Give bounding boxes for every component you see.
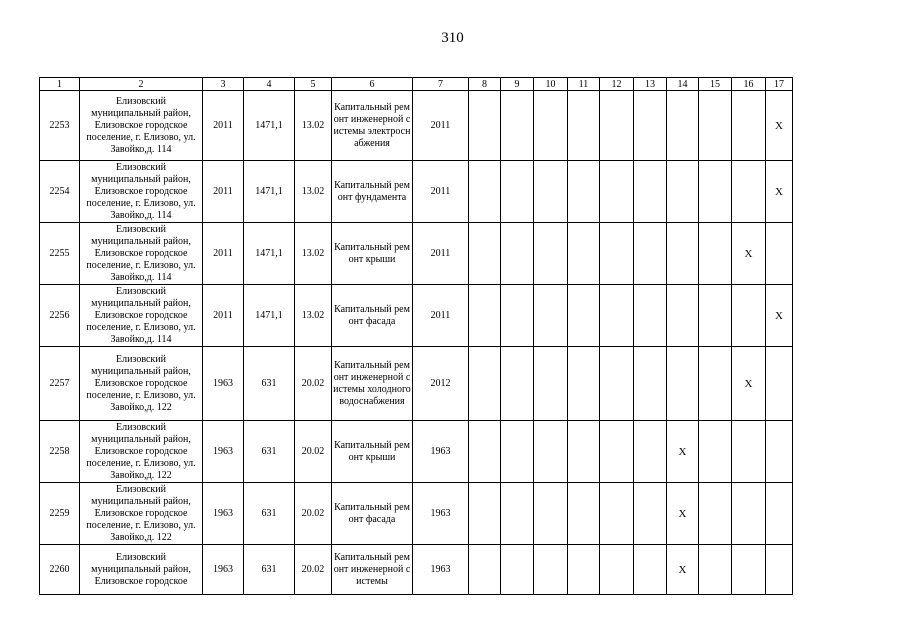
year-cell: 2011 [413, 161, 469, 223]
empty-cell [501, 347, 534, 421]
empty-cell [568, 421, 600, 483]
empty-cell [534, 545, 568, 595]
mark-cell-col17 [766, 421, 793, 483]
table-row [40, 347, 793, 421]
year-cell: 2011 [413, 285, 469, 347]
area-cell: 1471,1 [244, 91, 295, 161]
mark-cell-col16: X [732, 347, 766, 421]
row-number-cell: 2259 [40, 483, 80, 545]
year-built-cell: 2011 [203, 91, 244, 161]
empty-cell [699, 421, 732, 483]
empty-cell [600, 545, 634, 595]
empty-cell [534, 285, 568, 347]
code-cell: 13.02 [295, 91, 332, 161]
mark-cell-col16 [732, 91, 766, 161]
column-number-header: 7 [413, 78, 469, 91]
year-cell: 2011 [413, 223, 469, 285]
empty-cell [568, 545, 600, 595]
address-cell: Елизовский муниципальный район, Елизовское городское поселение, г. Елизово, ул. Завойко,д. 114 [80, 285, 203, 347]
row-number-cell: 2253 [40, 91, 80, 161]
mark-cell-col14 [667, 223, 699, 285]
mark-cell-col16 [732, 483, 766, 545]
column-number-header: 4 [244, 78, 295, 91]
empty-cell [600, 223, 634, 285]
year-built-cell: 1963 [203, 347, 244, 421]
empty-cell [534, 347, 568, 421]
empty-cell [634, 91, 667, 161]
area-cell: 1471,1 [244, 161, 295, 223]
code-cell: 20.02 [295, 545, 332, 595]
mark-cell-col17: X [766, 91, 793, 161]
year-built-cell: 1963 [203, 483, 244, 545]
area-cell: 631 [244, 545, 295, 595]
empty-cell [634, 421, 667, 483]
code-cell: 20.02 [295, 421, 332, 483]
code-cell: 13.02 [295, 285, 332, 347]
empty-cell [600, 161, 634, 223]
table-row [40, 161, 793, 223]
year-cell: 2012 [413, 347, 469, 421]
area-cell: 631 [244, 421, 295, 483]
area-cell: 1471,1 [244, 285, 295, 347]
address-cell: Елизовский муниципальный район, Елизовское городское поселение, г. Елизово, ул. Завойко,д. 114 [80, 223, 203, 285]
empty-cell [501, 421, 534, 483]
year-cell: 1963 [413, 421, 469, 483]
code-cell: 13.02 [295, 161, 332, 223]
table-row [40, 91, 793, 161]
area-cell: 631 [244, 347, 295, 421]
mark-cell-col17 [766, 545, 793, 595]
code-cell: 20.02 [295, 483, 332, 545]
mark-cell-col16: X [732, 223, 766, 285]
empty-cell [634, 545, 667, 595]
address-cell: Елизовский муниципальный район, Елизовское городское поселение, г. Елизово, ул. Завойко,д. 122 [80, 483, 203, 545]
empty-cell [534, 161, 568, 223]
empty-cell [634, 347, 667, 421]
address-cell: Елизовский муниципальный район, Елизовское городское поселение, г. Елизово, ул. Завойко,д. 122 [80, 421, 203, 483]
column-number-header: 17 [766, 78, 793, 91]
empty-cell [534, 223, 568, 285]
column-number-header: 10 [534, 78, 568, 91]
empty-cell [501, 483, 534, 545]
column-number-header: 6 [332, 78, 413, 91]
empty-cell [600, 347, 634, 421]
empty-cell [501, 223, 534, 285]
year-built-cell: 2011 [203, 223, 244, 285]
empty-cell [634, 223, 667, 285]
empty-cell [699, 223, 732, 285]
empty-cell [568, 91, 600, 161]
mark-cell-col14 [667, 347, 699, 421]
empty-cell [469, 483, 501, 545]
work-type-cell: Капитальный ремонт инженерной системы холодного водоснабжения [332, 347, 413, 421]
year-cell: 1963 [413, 545, 469, 595]
row-number-cell: 2257 [40, 347, 80, 421]
address-cell: Елизовский муниципальный район, Елизовское городское поселение, г. Елизово, ул. Завойко,д. 114 [80, 91, 203, 161]
row-number-cell: 2258 [40, 421, 80, 483]
empty-cell [600, 285, 634, 347]
mark-cell-col14 [667, 161, 699, 223]
mark-cell-col14: X [667, 483, 699, 545]
work-type-cell: Капитальный ремонт фасада [332, 285, 413, 347]
work-type-cell: Капитальный ремонт фасада [332, 483, 413, 545]
mark-cell-col16 [732, 161, 766, 223]
row-number-cell: 2254 [40, 161, 80, 223]
area-cell: 631 [244, 483, 295, 545]
empty-cell [568, 161, 600, 223]
work-type-cell: Капитальный ремонт инженерной системы [332, 545, 413, 595]
mark-cell-col17: X [766, 285, 793, 347]
mark-cell-col17 [766, 223, 793, 285]
area-cell: 1471,1 [244, 223, 295, 285]
column-number-header: 8 [469, 78, 501, 91]
empty-cell [469, 285, 501, 347]
empty-cell [501, 91, 534, 161]
empty-cell [699, 347, 732, 421]
year-built-cell: 1963 [203, 421, 244, 483]
empty-cell [501, 545, 534, 595]
empty-cell [469, 223, 501, 285]
mark-cell-col16 [732, 285, 766, 347]
row-number-cell: 2255 [40, 223, 80, 285]
address-cell: Елизовский муниципальный район, Елизовское городское [80, 545, 203, 595]
empty-cell [600, 483, 634, 545]
column-number-header: 14 [667, 78, 699, 91]
empty-cell [469, 421, 501, 483]
table-row [40, 545, 793, 595]
column-number-header: 2 [80, 78, 203, 91]
empty-cell [634, 285, 667, 347]
mark-cell-col14 [667, 285, 699, 347]
year-cell: 1963 [413, 483, 469, 545]
column-number-header: 9 [501, 78, 534, 91]
empty-cell [534, 91, 568, 161]
empty-cell [501, 161, 534, 223]
mark-cell-col16 [732, 545, 766, 595]
year-built-cell: 2011 [203, 285, 244, 347]
address-cell: Елизовский муниципальный район, Елизовское городское поселение, г. Елизово, ул. Завойко,д. 122 [80, 347, 203, 421]
column-number-header: 12 [600, 78, 634, 91]
empty-cell [600, 91, 634, 161]
empty-cell [634, 161, 667, 223]
empty-cell [699, 483, 732, 545]
empty-cell [699, 285, 732, 347]
work-type-cell: Капитальный ремонт крыши [332, 421, 413, 483]
work-type-cell: Капитальный ремонт фундамента [332, 161, 413, 223]
work-type-cell: Капитальный ремонт инженерной системы электроснабжения [332, 91, 413, 161]
mark-cell-col17 [766, 347, 793, 421]
table-body [40, 91, 793, 595]
row-number-cell: 2260 [40, 545, 80, 595]
work-type-cell: Капитальный ремонт крыши [332, 223, 413, 285]
empty-cell [699, 545, 732, 595]
empty-cell [568, 483, 600, 545]
empty-cell [600, 421, 634, 483]
column-number-header: 13 [634, 78, 667, 91]
column-number-header: 3 [203, 78, 244, 91]
empty-cell [469, 161, 501, 223]
empty-cell [469, 91, 501, 161]
empty-cell [534, 483, 568, 545]
empty-cell [469, 545, 501, 595]
empty-cell [534, 421, 568, 483]
year-built-cell: 2011 [203, 161, 244, 223]
mark-cell-col14 [667, 91, 699, 161]
mark-cell-col16 [732, 421, 766, 483]
table-row [40, 285, 793, 347]
mark-cell-col14: X [667, 545, 699, 595]
empty-cell [568, 285, 600, 347]
column-number-header: 11 [568, 78, 600, 91]
mark-cell-col17: X [766, 161, 793, 223]
table-row [40, 421, 793, 483]
table-row [40, 223, 793, 285]
empty-cell [699, 91, 732, 161]
column-number-header: 16 [732, 78, 766, 91]
row-number-cell: 2256 [40, 285, 80, 347]
empty-cell [568, 347, 600, 421]
page-number: 310 [441, 30, 464, 46]
year-cell: 2011 [413, 91, 469, 161]
address-cell: Елизовский муниципальный район, Елизовское городское поселение, г. Елизово, ул. Завойко,д. 114 [80, 161, 203, 223]
registry-table [39, 77, 793, 595]
empty-cell [568, 223, 600, 285]
column-number-header: 15 [699, 78, 732, 91]
empty-cell [469, 347, 501, 421]
empty-cell [699, 161, 732, 223]
code-cell: 20.02 [295, 347, 332, 421]
empty-cell [634, 483, 667, 545]
table-row [40, 483, 793, 545]
code-cell: 13.02 [295, 223, 332, 285]
mark-cell-col14: X [667, 421, 699, 483]
column-number-header: 5 [295, 78, 332, 91]
empty-cell [501, 285, 534, 347]
header-row [40, 78, 793, 91]
column-number-header: 1 [40, 78, 80, 91]
mark-cell-col17 [766, 483, 793, 545]
year-built-cell: 1963 [203, 545, 244, 595]
